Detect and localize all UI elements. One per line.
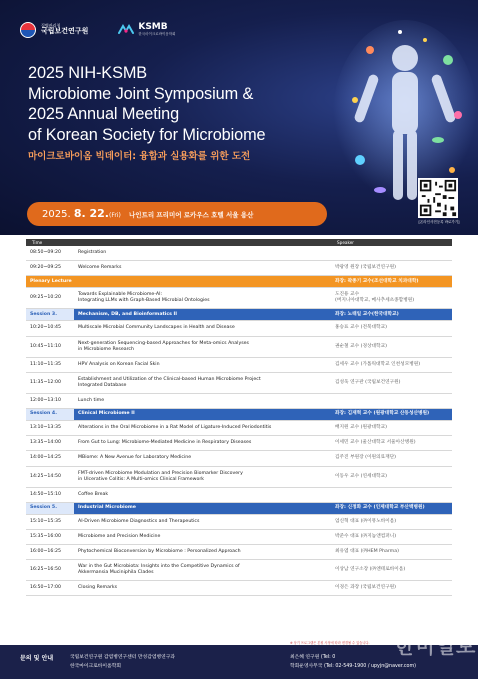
speaker-cell: 배지원 교수 (원광대학교) bbox=[331, 420, 452, 435]
time-cell: 15:10~15:35 bbox=[26, 514, 74, 529]
topic-cell: Industrial Microbiome bbox=[74, 502, 331, 514]
watermark: 한미일보 bbox=[395, 634, 477, 658]
date-year: 2025. bbox=[42, 209, 71, 220]
speaker-cell bbox=[331, 393, 452, 408]
schedule-row bbox=[26, 436, 452, 451]
time-cell: 14:25~14:50 bbox=[26, 466, 74, 487]
schedule-row bbox=[26, 246, 452, 261]
speaker-header: Speaker bbox=[331, 239, 452, 246]
topic-cell: Establishment and Utilization of the Clinical-based Human Microbiome Project Integrated Database bbox=[74, 372, 331, 393]
speaker-cell: 도진용 교수 (버지니아대학교, 메사추세츠종합병원) bbox=[331, 288, 452, 309]
topic-cell: Alterations in the Oral Microbiome in a Rat Model of Ligature-Induced Periodontitis bbox=[74, 420, 331, 435]
time-cell: 11:35~12:00 bbox=[26, 372, 74, 393]
time-cell: 09:25~10:20 bbox=[26, 288, 74, 309]
organizer-line: 국립보건연구원 감염병연구센터 만성감염병연구과 bbox=[70, 655, 175, 660]
topic-cell bbox=[74, 276, 331, 288]
organizer-line: 한국마이크로바이옴학회 bbox=[70, 664, 121, 669]
speaker-cell: 박준수 대표 (㈜지놈앤컴퍼니) bbox=[331, 529, 452, 544]
schedule-row bbox=[26, 321, 452, 336]
schedule-row bbox=[26, 545, 452, 560]
speaker-cell: 홍승표 교수 (전북대학교) bbox=[331, 321, 452, 336]
speaker-cell: 좌장: 곽종기 교수(조선대학교 치과대학) bbox=[331, 276, 452, 288]
time-cell: 14:50~15:10 bbox=[26, 487, 74, 502]
schedule-row bbox=[26, 336, 452, 357]
date-venue-text bbox=[42, 207, 253, 220]
speaker-cell bbox=[331, 246, 452, 261]
topic-cell: Phytochemical Bioconversion by Microbiome : Personalized Approach bbox=[74, 545, 331, 560]
topic-cell: Next-generation Sequencing-based Approaches for Meta-omics Analyses in Microbiome Research bbox=[74, 336, 331, 357]
time-cell: 10:20~10:45 bbox=[26, 321, 74, 336]
contact-line: 학회운영사무국 (Tel: 02-549-1900 / upyjn@naver.com) bbox=[290, 664, 417, 669]
title-line: 2025 NIH-KSMB bbox=[28, 64, 148, 82]
time-cell: 16:50~17:00 bbox=[26, 581, 74, 596]
schedule-row bbox=[26, 514, 452, 529]
session-row bbox=[26, 309, 452, 321]
topic-header bbox=[74, 239, 331, 246]
date-bar bbox=[0, 200, 478, 228]
event-subtitle: 마이크로바이옴 빅데이터: 융합과 실용화를 위한 도전 bbox=[28, 151, 251, 162]
schedule-row bbox=[26, 288, 452, 309]
speaker-cell: 김주진 부원장 (이원의료재단) bbox=[331, 451, 452, 466]
ksmb-acronym: KSMB bbox=[138, 22, 168, 33]
time-cell: Session 5. bbox=[26, 502, 74, 514]
time-cell: Session 3. bbox=[26, 309, 74, 321]
schedule-row bbox=[26, 261, 452, 276]
speaker-cell: 이상남 연구소장 (㈜엔테로바이옴) bbox=[331, 560, 452, 581]
session-row bbox=[26, 408, 452, 420]
topic-cell: Microbiome and Precision Medicine bbox=[74, 529, 331, 544]
topic-cell: Registration bbox=[74, 246, 331, 261]
time-cell: 13:10~13:35 bbox=[26, 420, 74, 435]
topic-cell: Multiscale Microbial Community Landscapes in Health and Disease bbox=[74, 321, 331, 336]
schedule-header-row bbox=[26, 239, 452, 246]
ksmb-mark-icon bbox=[118, 24, 134, 35]
schedule-row bbox=[26, 466, 452, 487]
title-line: Microbiome Joint Symposium & bbox=[28, 84, 254, 103]
time-cell: 13:35~14:00 bbox=[26, 436, 74, 451]
topic-cell: From Gut to Lung: Microbiome-Mediated Medicine in Respiratory Diseases bbox=[74, 436, 331, 451]
topic-cell: Mechanism, DB, and Bioinformatics II bbox=[74, 309, 331, 321]
schedule-body bbox=[26, 246, 452, 596]
topic-cell: Towards Explainable Microbiome-AI: Integrating LLMs with Graph-Based Microbial Ontologies bbox=[74, 288, 331, 309]
time-cell: 10:45~11:10 bbox=[26, 336, 74, 357]
speaker-cell: 좌장: 노태일 교수(한국대학교) bbox=[331, 309, 452, 321]
date-weekday: (Fri) bbox=[108, 212, 121, 219]
ksmb-full-name: 한국마이크로바이옴학회 bbox=[138, 31, 176, 36]
logo-row bbox=[20, 22, 176, 38]
time-cell: 14:00~14:25 bbox=[26, 451, 74, 466]
time-cell: 16:25~16:50 bbox=[26, 560, 74, 581]
schedule-row bbox=[26, 581, 452, 596]
date-month-day: 8. 22. bbox=[73, 207, 109, 220]
time-cell: 08:50~09:20 bbox=[26, 246, 74, 261]
speaker-cell bbox=[331, 487, 452, 502]
speaker-cell: 이동우 교수 (연세대학교) bbox=[331, 466, 452, 487]
time-cell: 09:20~09:25 bbox=[26, 261, 74, 276]
schedule-row bbox=[26, 357, 452, 372]
schedule-row bbox=[26, 487, 452, 502]
contact-label: 문의 및 안내 bbox=[20, 655, 54, 662]
title-line: 2025 Annual Meeting bbox=[28, 105, 180, 123]
program-change-note: ※ 상기 프로그램은 본원 사정에 따라 변경될 수 있습니다. bbox=[290, 641, 370, 645]
speaker-cell: 김세우 교수 (가톨릭대학교 인천성모병원) bbox=[331, 357, 452, 372]
topic-cell: HPV Analysis on Korean Facial Skin bbox=[74, 357, 331, 372]
speaker-cell: 좌장: 신정화 교수 (인제대학교 부산백병원) bbox=[331, 502, 452, 514]
speaker-cell: 이경은 과장 (국립보건연구원) bbox=[331, 581, 452, 596]
nih-agency-name: 질병관리청 bbox=[41, 22, 61, 28]
topic-cell: Clinical Microbiome II bbox=[74, 408, 331, 420]
time-cell: Plenary Lecture bbox=[26, 276, 74, 288]
taeguk-emblem-icon bbox=[20, 22, 36, 38]
nih-logo bbox=[20, 22, 88, 38]
schedule-table bbox=[26, 239, 452, 596]
program-schedule bbox=[26, 239, 452, 596]
schedule-row bbox=[26, 420, 452, 435]
topic-cell: Lunch time bbox=[74, 393, 331, 408]
topic-cell: Welcome Remarks bbox=[74, 261, 331, 276]
speaker-cell: 좌장: 김재혁 교수 (원광대학교 산동성산병원) bbox=[331, 408, 452, 420]
schedule-row bbox=[26, 451, 452, 466]
speaker-cell: 권순철 교수 (경상대학교) bbox=[331, 336, 452, 357]
speaker-cell: 엄신혁 대표 (㈜이뮤노바이옴) bbox=[331, 514, 452, 529]
topic-cell: Closing Remarks bbox=[74, 581, 331, 596]
nih-institute-name: 국립보건연구원 bbox=[41, 27, 89, 36]
schedule-row bbox=[26, 372, 452, 393]
topic-cell: War in the Gut Microbiota: Insights into the Competitive Dynamics of Akkermansia Muciniphila Clades bbox=[74, 560, 331, 581]
schedule-row bbox=[26, 560, 452, 581]
venue-name: 나인트리 프리미어 로카우스 호텔 서울 용산 bbox=[129, 211, 254, 219]
ksmb-logo bbox=[118, 23, 175, 36]
organizer-info bbox=[70, 653, 175, 671]
contact-line: 최은혜 연구원 (Tel: 0 bbox=[290, 655, 336, 660]
schedule-row bbox=[26, 529, 452, 544]
schedule-row bbox=[26, 393, 452, 408]
event-title bbox=[28, 63, 448, 145]
time-cell: 15:35~16:00 bbox=[26, 529, 74, 544]
title-line: of Korean Society for Microbiome bbox=[28, 125, 266, 144]
time-cell: 11:10~11:35 bbox=[26, 357, 74, 372]
time-header: Time bbox=[26, 239, 74, 246]
qr-caption: [온라인사전등록 바로가기] bbox=[418, 220, 460, 224]
speaker-cell: 이세민 교수 (울산대학교 서울아산병원) bbox=[331, 436, 452, 451]
topic-cell: AI-Driven Microbiome Diagnostics and Therapeutics bbox=[74, 514, 331, 529]
session-row bbox=[26, 502, 452, 514]
speaker-cell: 김성욱 연구관 (국립보건연구원) bbox=[331, 372, 452, 393]
session-row bbox=[26, 276, 452, 288]
speaker-cell: 최유엽 대표 (㈜HEM Pharma) bbox=[331, 545, 452, 560]
time-cell: 16:00~16:25 bbox=[26, 545, 74, 560]
speaker-cell: 박광영 원장 (국립보건연구원) bbox=[331, 261, 452, 276]
time-cell: 12:00~13:10 bbox=[26, 393, 74, 408]
topic-cell: FMT-driven Microbiome Modulation and Precision Biomarker Discovery in Ulcerative Colitis: A Multi-omics Clinical Framework bbox=[74, 466, 331, 487]
topic-cell: MBiome: A New Avenue for Laboratory Medicine bbox=[74, 451, 331, 466]
time-cell: Session 4. bbox=[26, 408, 74, 420]
topic-cell: Coffee Break bbox=[74, 487, 331, 502]
